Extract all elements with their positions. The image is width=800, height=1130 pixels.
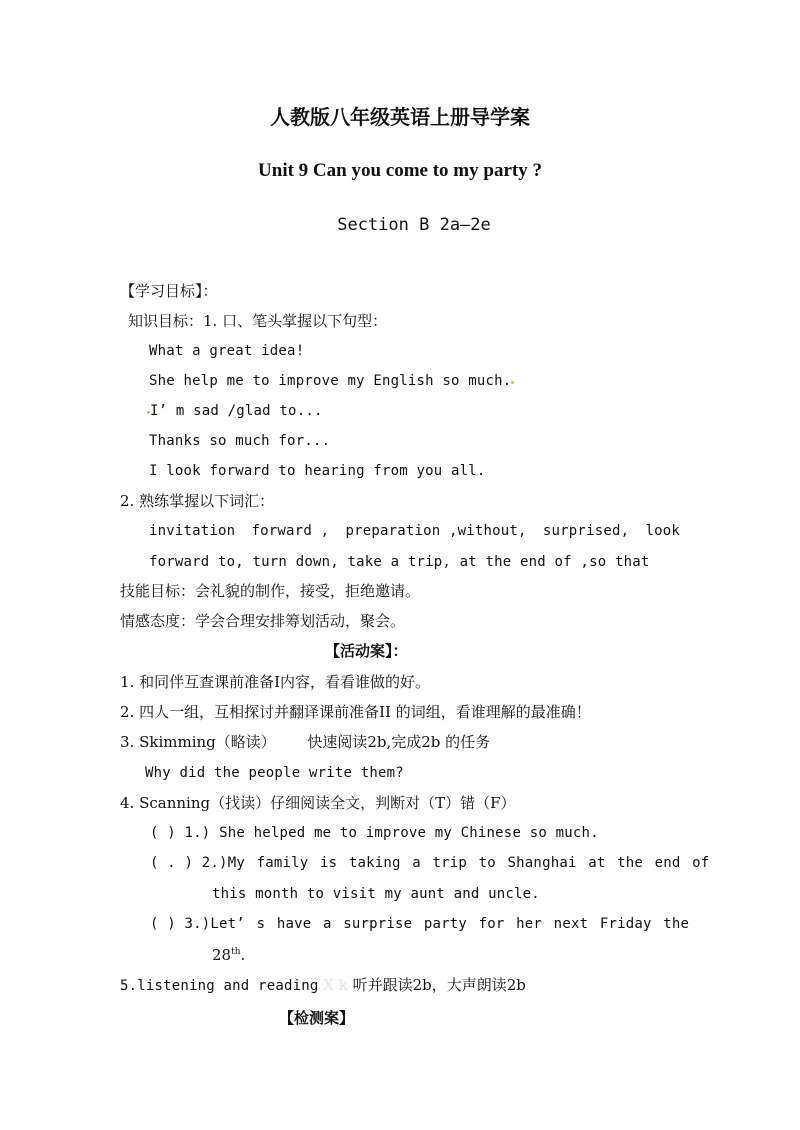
- vocab-word: look: [645, 523, 680, 539]
- answer-blank[interactable]: ( ): [150, 825, 176, 841]
- skimming-label: 3. Skimming（略读）: [120, 733, 276, 751]
- section-title: Section B 2a—2e: [337, 215, 491, 235]
- skill-objective: 技能目标：会礼貌的制作，接受，拒绝邀请。: [120, 582, 421, 600]
- activity-item-2: 2. 四人一组，互相探讨并翻译课前准备II 的词组，看谁理解的最准确！: [120, 703, 591, 721]
- vocab-intro: 2. 熟练掌握以下词汇：: [120, 492, 275, 510]
- date-suffix: th: [231, 947, 241, 957]
- date-period: .: [240, 946, 246, 964]
- activity-item-4: 4. Scanning（找读）仔细阅读全文，判断对（T）错（F）: [120, 794, 516, 812]
- activity-item-1: 1. 和同伴互查课前准备I内容，看看谁做的好。: [120, 673, 431, 691]
- vocab-word: invitation: [149, 523, 236, 539]
- date-number: 28: [212, 946, 232, 964]
- sentence-2: She help me to improve my English so much.: [149, 373, 512, 389]
- check-heading: 【检测案】: [279, 1009, 355, 1027]
- tf-statement: She helped me to improve my Chinese so much.: [219, 825, 599, 841]
- sentence-2-line: [149, 371, 514, 391]
- vocab-word: preparation ,without,: [345, 523, 527, 539]
- tf-item-2: [150, 853, 710, 873]
- listening-task: 听并跟读2b，大声朗读2b: [352, 976, 526, 994]
- vocab-word: forward ,: [251, 523, 330, 539]
- tf-statement: Let’ s have a surprise party for her next Friday the: [210, 916, 690, 932]
- sentence-3: I’ m sad /glad to...: [150, 403, 323, 419]
- unit-title: Unit 9 Can you come to my party ?: [258, 160, 542, 181]
- vocab-word: surprised,: [542, 523, 630, 539]
- tf-statement: My family is taking a trip to Shanghai at the end of: [227, 855, 710, 871]
- sentence-5: I look forward to hearing from you all.: [149, 463, 486, 479]
- tf-number: 2.): [201, 855, 228, 871]
- tf-item-1: [150, 823, 599, 843]
- sentence-4: Thanks so much for...: [149, 433, 331, 449]
- activity-heading: 【活动案】：: [325, 642, 408, 660]
- emotion-objective: 情感态度：学会合理安排筹划活动，聚会。: [120, 612, 406, 630]
- answer-blank[interactable]: ( ): [150, 916, 176, 932]
- skimming-question: Why did the people write them?: [145, 765, 404, 781]
- document-title: 人教版八年级英语上册导学案: [270, 107, 530, 129]
- knowledge-objective: 知识目标：1. 口、笔头掌握以下句型：: [128, 312, 388, 330]
- sentence-3-line: [147, 401, 323, 421]
- tf-number: 1.): [184, 825, 211, 841]
- vocab-line-2: forward to, turn down, take a trip, at the end of ,so that: [149, 554, 650, 570]
- activity-item-5: [120, 975, 526, 996]
- tf-item-2-continued: this month to visit my aunt and uncle.: [212, 886, 540, 902]
- tf-item-3-continued: [212, 945, 245, 965]
- sentence-1: What a great idea!: [149, 343, 305, 359]
- listening-label: 5.listening and reading: [120, 978, 319, 994]
- answer-blank[interactable]: ( . ): [150, 855, 194, 871]
- watermark-text: X k: [323, 976, 348, 994]
- objectives-heading: 【学习目标】：: [120, 282, 218, 300]
- tf-item-3: [150, 914, 690, 934]
- skimming-task: 快速阅读2b,完成2b 的任务: [307, 733, 491, 751]
- mark-dot: [511, 381, 514, 384]
- tf-number: 3.): [184, 916, 211, 932]
- vocab-line-1: [149, 521, 680, 541]
- activity-item-3: [120, 732, 490, 752]
